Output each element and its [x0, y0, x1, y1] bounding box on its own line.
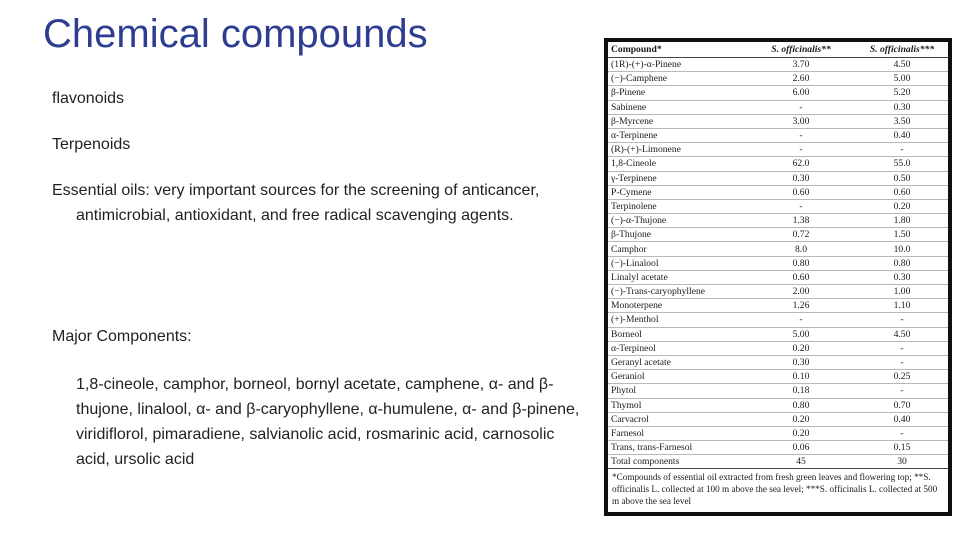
- table-row: [608, 299, 948, 313]
- sample-100m-value-cell: 0.72: [746, 228, 856, 242]
- compound-name-cell: β-Myrcene: [608, 114, 746, 128]
- table-row: [608, 455, 948, 469]
- compound-name-cell: Camphor: [608, 242, 746, 256]
- sample-500m-value-cell: 4.50: [856, 327, 948, 341]
- compound-name-cell: Total components: [608, 455, 746, 469]
- sample-500m-value-cell: 5.20: [856, 86, 948, 100]
- table-row: [608, 185, 948, 199]
- sample-500m-value-cell: 4.50: [856, 58, 948, 72]
- sample-100m-value-cell: 0.30: [746, 355, 856, 369]
- sample-100m-value-cell: 2.00: [746, 285, 856, 299]
- sample-500m-value-cell: -: [856, 426, 948, 440]
- header-sample-100m: S. officinalis**: [746, 42, 856, 58]
- table-row: [608, 242, 948, 256]
- table-row: [608, 341, 948, 355]
- sample-100m-value-cell: 0.06: [746, 441, 856, 455]
- sample-100m-value-cell: 0.20: [746, 341, 856, 355]
- sample-500m-value-cell: 30: [856, 455, 948, 469]
- compound-name-cell: (1R)-(+)-α-Pinene: [608, 58, 746, 72]
- sample-500m-value-cell: 55.0: [856, 157, 948, 171]
- compound-name-cell: Terpinolene: [608, 199, 746, 213]
- sample-500m-value-cell: 0.40: [856, 412, 948, 426]
- sample-500m-value-cell: 1.10: [856, 299, 948, 313]
- sample-500m-value-cell: 0.80: [856, 256, 948, 270]
- table-row: [608, 313, 948, 327]
- table-row: [608, 441, 948, 455]
- sample-500m-value-cell: 1.50: [856, 228, 948, 242]
- sample-100m-value-cell: 0.60: [746, 185, 856, 199]
- table-body: [608, 58, 948, 469]
- table-row: [608, 114, 948, 128]
- sample-100m-value-cell: 0.30: [746, 171, 856, 185]
- compound-name-cell: Trans, trans-Farnesol: [608, 441, 746, 455]
- sample-500m-value-cell: 0.30: [856, 100, 948, 114]
- compounds-table-image: [604, 38, 952, 516]
- slide-title: Chemical compounds: [43, 12, 428, 56]
- sample-100m-value-cell: 3.00: [746, 114, 856, 128]
- sample-500m-value-cell: 10.0: [856, 242, 948, 256]
- compound-name-cell: Thymol: [608, 398, 746, 412]
- compounds-table: [608, 42, 948, 469]
- sample-500m-value-cell: 1.00: [856, 285, 948, 299]
- compound-name-cell: (−)-Linalool: [608, 256, 746, 270]
- table-row: [608, 412, 948, 426]
- bullet-major-components-heading: Major Components:: [52, 328, 192, 345]
- sample-100m-value-cell: 8.0: [746, 242, 856, 256]
- compound-name-cell: β-Pinene: [608, 86, 746, 100]
- sample-500m-value-cell: -: [856, 384, 948, 398]
- sample-500m-value-cell: 0.70: [856, 398, 948, 412]
- bullet-terpenoids: Terpenoids: [52, 136, 131, 153]
- bullet-essential-oils: Essential oils: very important sources for the screening of anticancer, antimicrobial, antioxidant, and free radical scavenging agents.: [52, 182, 540, 224]
- compound-name-cell: Phytol: [608, 384, 746, 398]
- compound-name-cell: Borneol: [608, 327, 746, 341]
- sample-100m-value-cell: 5.00: [746, 327, 856, 341]
- table-row: [608, 86, 948, 100]
- compound-name-cell: Linalyl acetate: [608, 270, 746, 284]
- sample-500m-value-cell: 0.30: [856, 270, 948, 284]
- table-row: [608, 171, 948, 185]
- compound-name-cell: Geraniol: [608, 370, 746, 384]
- compound-name-cell: P-Cymene: [608, 185, 746, 199]
- compound-name-cell: (+)-Menthol: [608, 313, 746, 327]
- bullet-flavonoids: flavonoids: [52, 90, 125, 107]
- sample-100m-value-cell: 6.00: [746, 86, 856, 100]
- table-row: [608, 100, 948, 114]
- sample-500m-value-cell: 1.80: [856, 214, 948, 228]
- compound-name-cell: α-Terpineol: [608, 341, 746, 355]
- table-row: [608, 228, 948, 242]
- sample-100m-value-cell: 1.26: [746, 299, 856, 313]
- table-footnote: *Compounds of essential oil extracted from fresh green leaves and flowering top; **S. officinalis L. collected at 100 m above the sea level; ***S. officinalis L. collected at 500 m above the sea level: [612, 472, 938, 507]
- sample-500m-value-cell: 0.60: [856, 185, 948, 199]
- compound-name-cell: α-Terpinene: [608, 128, 746, 142]
- sample-100m-value-cell: 0.60: [746, 270, 856, 284]
- sample-100m-value-cell: 0.20: [746, 426, 856, 440]
- compound-name-cell: Carvacrol: [608, 412, 746, 426]
- compounds-table-panel: [608, 42, 948, 512]
- sample-100m-value-cell: 0.20: [746, 412, 856, 426]
- compound-name-cell: (−)-Camphene: [608, 72, 746, 86]
- sample-500m-value-cell: 0.15: [856, 441, 948, 455]
- sample-500m-value-cell: -: [856, 355, 948, 369]
- table-row: [608, 128, 948, 142]
- sample-100m-value-cell: 0.80: [746, 398, 856, 412]
- compound-name-cell: Sabinene: [608, 100, 746, 114]
- compound-name-cell: Monoterpene: [608, 299, 746, 313]
- table-row: [608, 256, 948, 270]
- sample-100m-value-cell: -: [746, 128, 856, 142]
- sample-100m-value-cell: 2.60: [746, 72, 856, 86]
- table-row: [608, 285, 948, 299]
- header-sample-500m: S. officinalis***: [856, 42, 948, 58]
- sample-100m-value-cell: 45: [746, 455, 856, 469]
- bullet-major-components-list: 1,8-cineole, camphor, borneol, bornyl acetate, camphene, α- and β-thujone, linalool, α- and β-caryophyllene, α-humulene, α- and β-pinene, viridiflorol, pimaradiene, salvianolic acid, rosmarinic acid, carnosolic acid, ursolic acid: [76, 376, 580, 468]
- compound-name-cell: Farnesol: [608, 426, 746, 440]
- sample-100m-value-cell: -: [746, 143, 856, 157]
- table-row: [608, 355, 948, 369]
- table-row: [608, 72, 948, 86]
- compound-name-cell: 1,8-Cineole: [608, 157, 746, 171]
- table-row: [608, 143, 948, 157]
- sample-500m-value-cell: 0.25: [856, 370, 948, 384]
- sample-500m-value-cell: -: [856, 341, 948, 355]
- table-row: [608, 426, 948, 440]
- compound-name-cell: (−)-α-Thujone: [608, 214, 746, 228]
- header-compound: Compound*: [608, 42, 746, 58]
- sample-500m-value-cell: 5.00: [856, 72, 948, 86]
- sample-500m-value-cell: 0.40: [856, 128, 948, 142]
- compound-name-cell: (−)-Trans-caryophyllene: [608, 285, 746, 299]
- compound-name-cell: β-Thujone: [608, 228, 746, 242]
- sample-100m-value-cell: -: [746, 100, 856, 114]
- sample-100m-value-cell: -: [746, 313, 856, 327]
- sample-100m-value-cell: 0.18: [746, 384, 856, 398]
- compound-name-cell: Geranyl acetate: [608, 355, 746, 369]
- sample-100m-value-cell: 62.0: [746, 157, 856, 171]
- table-row: [608, 384, 948, 398]
- compound-name-cell: γ-Terpinene: [608, 171, 746, 185]
- table-row: [608, 214, 948, 228]
- sample-100m-value-cell: -: [746, 199, 856, 213]
- sample-500m-value-cell: 3.50: [856, 114, 948, 128]
- table-header-row: [608, 42, 948, 58]
- table-row: [608, 270, 948, 284]
- sample-100m-value-cell: 1.38: [746, 214, 856, 228]
- table-row: [608, 398, 948, 412]
- table-row: [608, 58, 948, 72]
- compound-name-cell: (R)-(+)-Limonene: [608, 143, 746, 157]
- sample-500m-value-cell: 0.50: [856, 171, 948, 185]
- sample-100m-value-cell: 0.80: [746, 256, 856, 270]
- sample-100m-value-cell: 0.10: [746, 370, 856, 384]
- table-row: [608, 199, 948, 213]
- sample-500m-value-cell: 0.20: [856, 199, 948, 213]
- sample-100m-value-cell: 3.70: [746, 58, 856, 72]
- sample-500m-value-cell: -: [856, 143, 948, 157]
- table-row: [608, 370, 948, 384]
- table-row: [608, 327, 948, 341]
- table-row: [608, 157, 948, 171]
- sample-500m-value-cell: -: [856, 313, 948, 327]
